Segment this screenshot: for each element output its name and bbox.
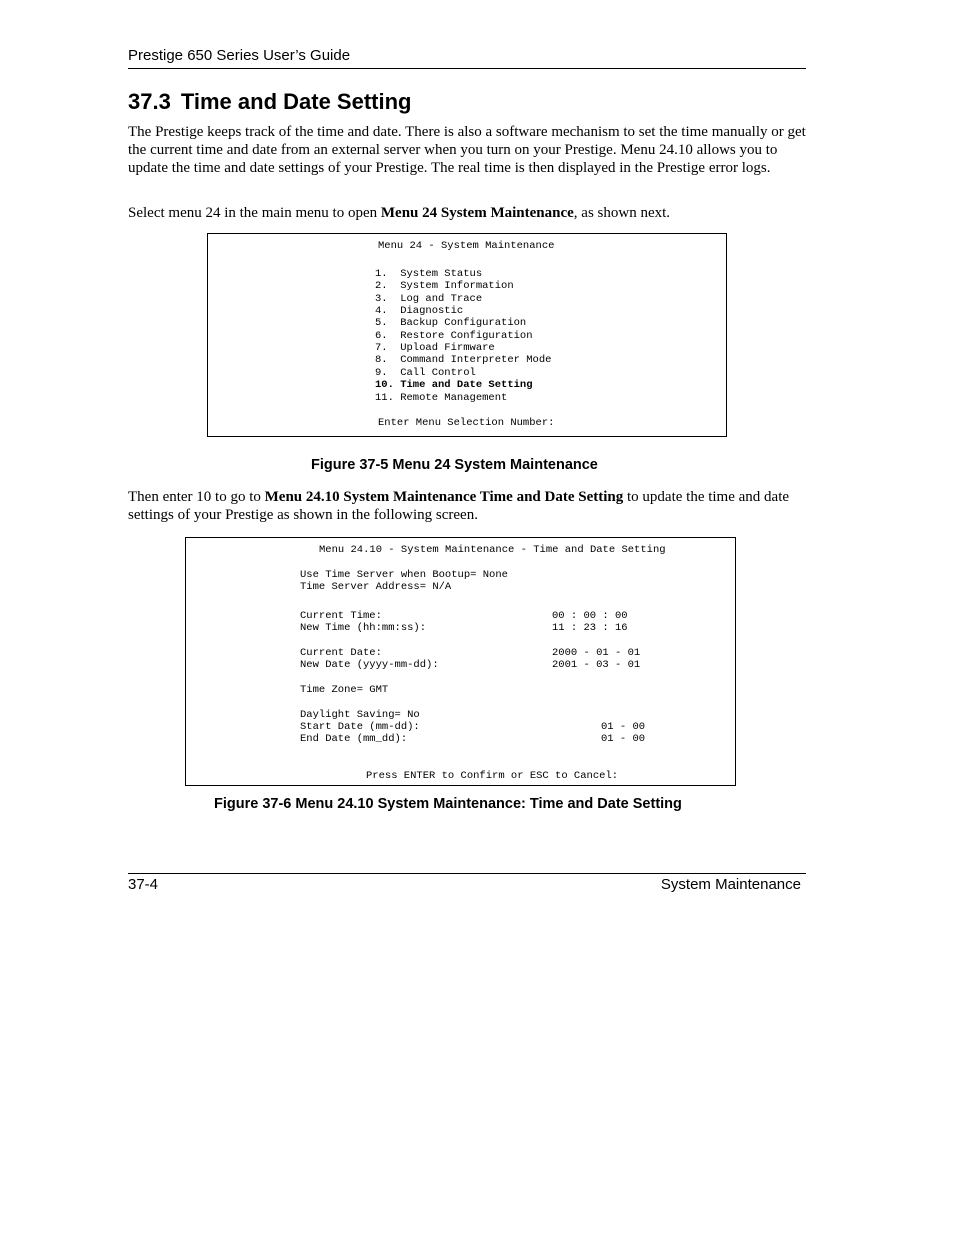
- menu24-item: 8. Command Interpreter Mode: [375, 354, 552, 366]
- menu24-item: 1. System Status: [375, 268, 483, 280]
- start-date-label: Start Date (mm-dd):: [300, 721, 420, 733]
- current-time-label: Current Time:: [300, 610, 382, 622]
- menu24-item: 11. Remote Management: [375, 392, 508, 404]
- menu24-screen: [207, 233, 727, 437]
- new-date-value: 2001 - 03 - 01: [552, 659, 641, 671]
- section-heading: [128, 88, 411, 116]
- daylight-saving-field: Daylight Saving= No: [300, 709, 420, 721]
- current-date-label: Current Date:: [300, 647, 382, 659]
- menu24-item: 3. Log and Trace: [375, 293, 483, 305]
- menu24-item-selected: 10. Time and Date Setting: [375, 379, 533, 391]
- intro-paragraph: The Prestige keeps track of the time and date. There is also a software mechanism to set the time manually or get the current time and date from an external server when you turn on your Prestige. Menu 24.10 allows you to update the time and date settings of your Prestige. The real time is then displayed in the Prestige error logs.: [128, 124, 806, 176]
- figure-caption-2: Figure 37-6 Menu 24.10 System Maintenance: Time and Date Setting: [214, 796, 682, 812]
- select-menu-paragraph: [128, 204, 808, 222]
- header-title: Prestige 650 Series User’s Guide: [128, 47, 351, 64]
- menu24-item: 5. Backup Configuration: [375, 317, 527, 329]
- start-date-value: 01 - 00: [601, 721, 646, 733]
- menu24-item: 9. Call Control: [375, 367, 476, 379]
- use-time-server-field: Use Time Server when Bootup= None: [300, 569, 508, 581]
- select-line-bold: Menu 24 System Maintenance: [380, 205, 574, 221]
- end-date-label: End Date (mm_dd):: [300, 733, 408, 745]
- menu2410-title: Menu 24.10 - System Maintenance - Time and Date Setting: [319, 544, 666, 556]
- page-footer: [128, 873, 806, 896]
- time-server-address-field: Time Server Address= N/A: [300, 581, 452, 593]
- current-time-value: 00 : 00 : 00: [552, 610, 628, 622]
- menu24-title: Menu 24 - System Maintenance: [378, 240, 555, 252]
- figure-caption-1: Figure 37-5 Menu 24 System Maintenance: [311, 457, 598, 473]
- menu2410-prompt: Press ENTER to Confirm or ESC to Cancel:: [366, 770, 619, 782]
- select-line-end: , as shown next.: [573, 205, 671, 221]
- section-number: 37.3: [128, 89, 171, 114]
- then-paragraph: [128, 488, 808, 524]
- time-zone-field: Time Zone= GMT: [300, 684, 389, 696]
- then-end: to update the time and date settings of your Prestige as shown in the following screen.: [128, 489, 790, 523]
- menu2410-screen: [185, 537, 736, 786]
- menu24-item: 2. System Information: [375, 280, 514, 292]
- then-bold: Menu 24.10 System Maintenance Time and Date Setting: [264, 489, 624, 505]
- new-time-label: New Time (hh:mm:ss):: [300, 622, 427, 634]
- menu24-item: 6. Restore Configuration: [375, 330, 533, 342]
- footer-page-number: 37-4: [128, 876, 159, 893]
- select-line-text: Select menu 24 in the main menu to open: [128, 205, 381, 221]
- current-date-value: 2000 - 01 - 01: [552, 647, 641, 659]
- end-date-value: 01 - 00: [601, 733, 646, 745]
- section-title: Time and Date Setting: [180, 89, 412, 114]
- new-date-label: New Date (yyyy-mm-dd):: [300, 659, 439, 671]
- page-header: [128, 47, 806, 69]
- menu24-prompt: Enter Menu Selection Number:: [378, 417, 555, 429]
- then-text: Then enter 10 to go to: [128, 489, 265, 505]
- menu24-item: 4. Diagnostic: [375, 305, 464, 317]
- menu24-item: 7. Upload Firmware: [375, 342, 495, 354]
- footer-chapter-title: System Maintenance: [660, 876, 801, 893]
- new-time-value: 11 : 23 : 16: [552, 622, 628, 634]
